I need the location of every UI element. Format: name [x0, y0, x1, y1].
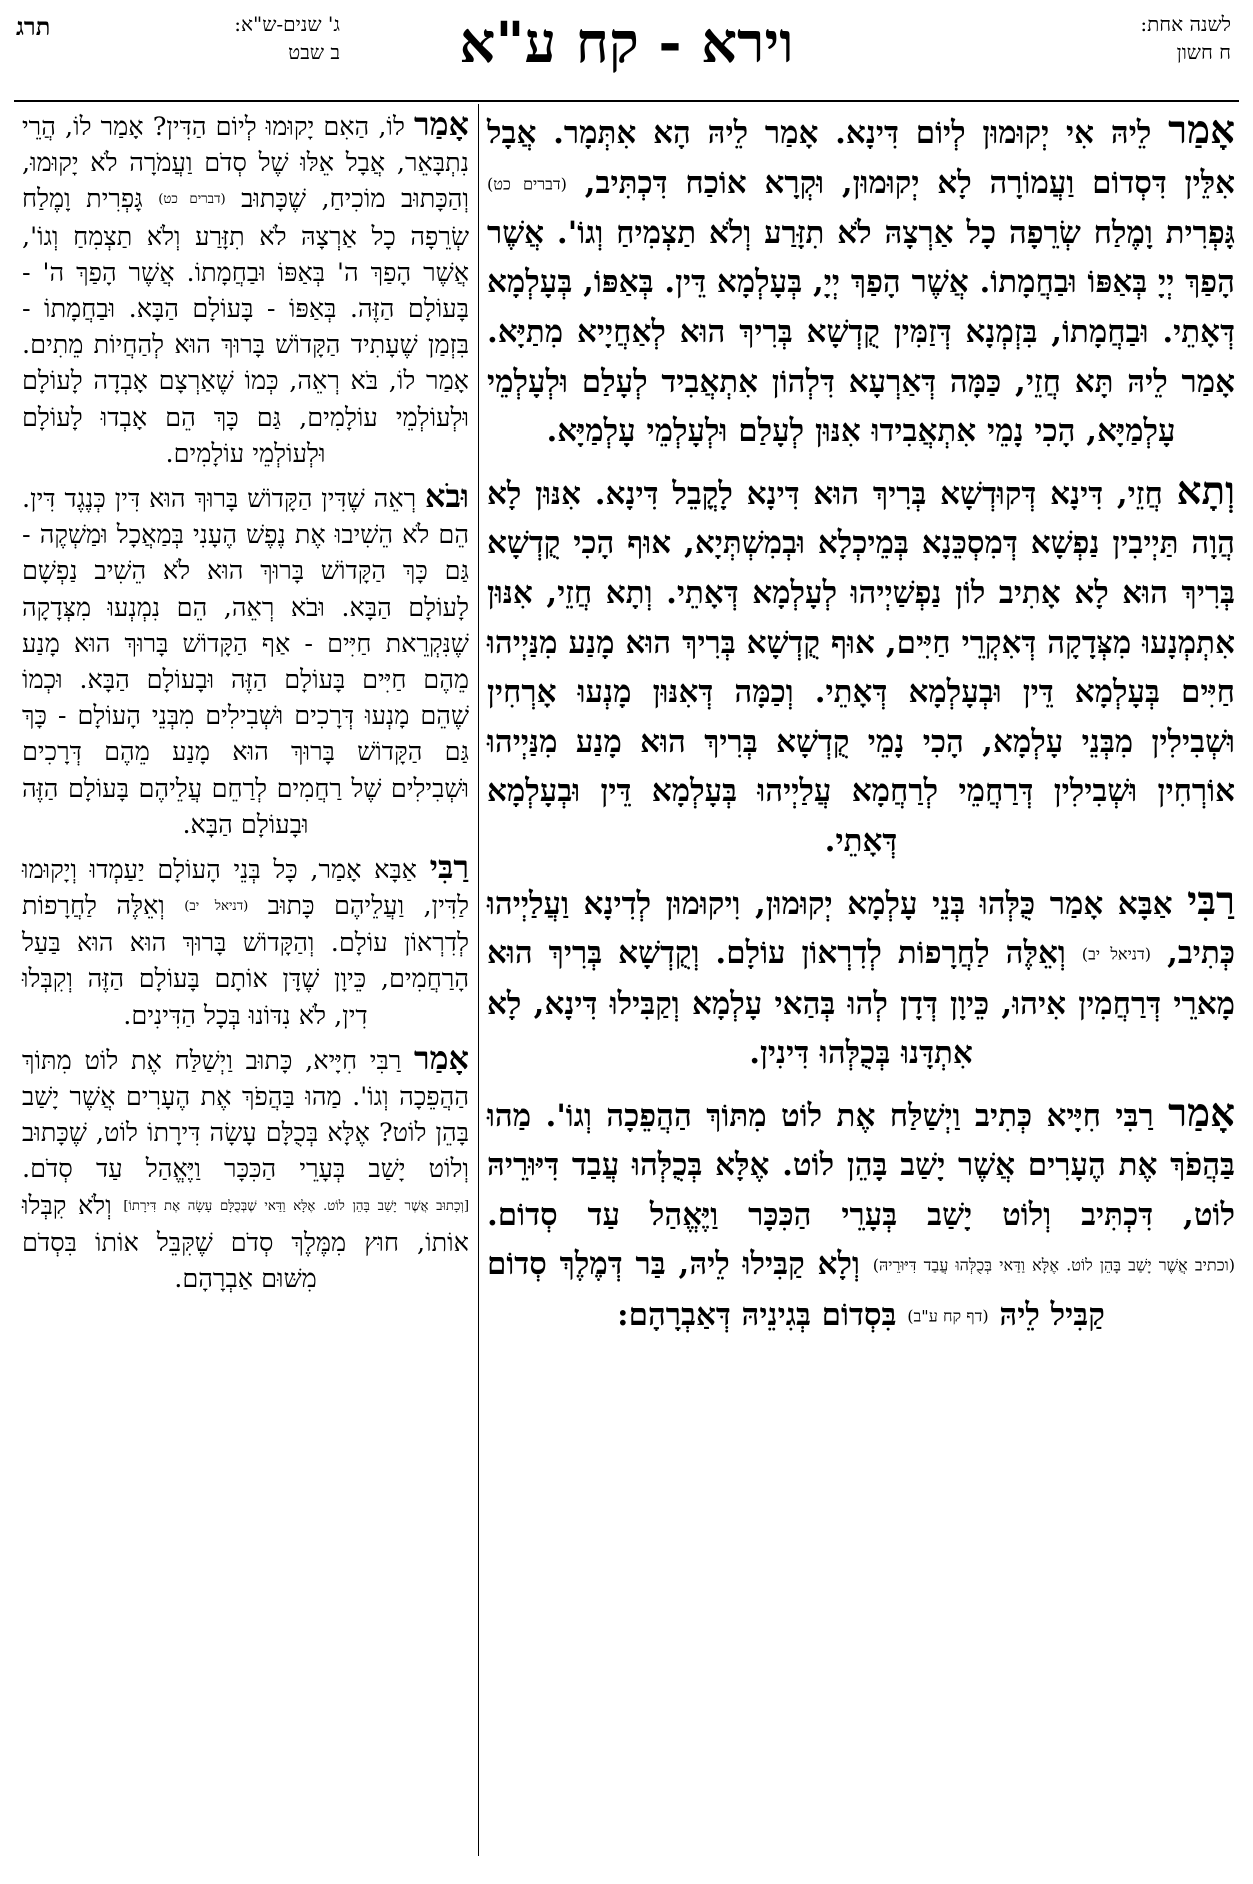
scripture-reference: (דברים כט): [158, 192, 226, 208]
header-divider: [14, 100, 1239, 102]
paragraph-text: לוֹ, הַאִם יָקוּמוּ לְיוֹם הַדִּין? אָמַר לוֹ, הֲרֵי נִתְבָּאֵר, אֲבָל אֵלּוּ שֶׁל סְדֹם וַעֲמֹרָה לֹא יָקוּמוּ, וְהַכָּתוּב מוֹכִיחַ, שֶׁכָּתוּב: [22, 112, 469, 215]
main-paragraph: [487, 877, 1235, 1079]
opening-word: רַבִּי: [429, 847, 469, 886]
main-text-column: [487, 106, 1235, 1351]
three-year-cycle-label: ג' שנים-ש"א:: [234, 12, 340, 36]
scripture-reference: (וכתיב אֲשֶׁר יָשַׁב בָּהֵן לוֹט. אֶלָּא וַדַּאי בְּכֻלְּהוּ עֲבַד דִּיּוּרֵיהּ): [872, 1256, 1235, 1276]
folio-reference: (דף קח ע"ב): [907, 1306, 989, 1326]
paragraph-text: גָּפְרִית וָמֶלַח שְׂרֵפָה כָל אַרְצָהּ לֹא תִזָּרַע וְלֹא תַצְמִיחַ וְגוֹ'. אֲשֶׁר הָפַךְ יְיָ בְּאַפּוֹ וּבַחֲמָתוֹ. אֲשֶׁר הָפַךְ יְיָ, בְּעָלְמָא דֵּין. בְּאַפּוֹ, בְּעָלְמָא דְּאָתֵי. וּבַחֲמָתוֹ, בִּזְמְנָא דְּזַמִּין קֻדְשָׁא בְּרִיךְ הוּא לְאַחֲיָיא מִתַיָּא. אָמַר לֵיהּ תָּא חֲזֵי, כַּמָּה דְּאַרְעָא דִּלְהוֹן אִתְאֲבִיד לְעָלַם וּלְעָלְמֵי עָלְמַיָּא, הָכִי נָמֵי אִתְאֲבִידוּ אִנּוּן לְעָלַם וּלְעָלְמֵי עָלְמַיָּא.: [487, 214, 1235, 450]
opening-word: אָמַר: [414, 1038, 469, 1077]
commentary-paragraph: [22, 106, 469, 472]
paragraph-text: רַבִּי חִיָּיא, כָּתוּב וַיְשַׁלַּח אֶת לוֹט מִתּוֹךְ הַהֲפֵכָה וְגוֹ'. מַהוּ בַּהֲפֹךְ אֶת הֶעָרִים אֲשֶׁר יָשַׁב בָּהֵן לוֹט? אֶלָּא בְּכֻלָּם עָשָׂה דִּירָתוֹ לוֹט, שֶׁכָּתוּב וְלוֹט יָשַׁב בְּעָרֵי הַכִּכָּר וַיֶּאֱהַל עַד סְדֹם.: [22, 1045, 469, 1185]
scripture-reference: (דניאל יב): [1081, 944, 1152, 964]
commentary-paragraph: [22, 849, 469, 1034]
page-number: תרג: [16, 12, 51, 41]
one-year-cycle-label: לשנה אחת:: [1140, 12, 1231, 36]
opening-word: וְתָא: [1176, 468, 1235, 514]
main-paragraph: [487, 1089, 1235, 1341]
opening-word: אָמַר: [414, 105, 469, 143]
paragraph-text: רְאֵה שֶׁדִּין הַקָּדוֹשׁ בָּרוּךְ הוּא דִּין כְּנֶגֶד דִּין. הֵם לֹא הֵשִׁיבוּ אֶת נֶפֶשׁ הֶעָנִי בְּמַאֲכָל וּמַשְׁקֶה - גַּם כָּךְ הַקָּדוֹשׁ בָּרוּךְ הוּא לֹא הֵשִׁיב נַפְשָׁם לָעוֹלָם הַבָּא. וּבֹא רְאֵה, הֵם נִמְנְעוּ מִצְּדָקָה שֶׁנִּקְרֵאת חַיִּים - אַף הַקָּדוֹשׁ בָּרוּךְ הוּא מָנַע מֵהֶם חַיִּים בָּעוֹלָם הַזֶּה וּבָעוֹלָם הַבָּא. וּכְמוֹ שֶׁהֵם מָנְעוּ דְּרָכִים וּשְׁבִילִים מִבְּנֵי הָעוֹלָם - כָּךְ גַּם הַקָּדוֹשׁ בָּרוּךְ הוּא מָנַע מֵהֶם דְּרָכִים וּשְׁבִילִים שֶׁל רַחֲמִים לְרַחֵם עֲלֵיהֶם בָּעוֹלָם הַזֶּה וּבָעוֹלָם הַבָּא.: [22, 483, 470, 840]
commentary-paragraph: [22, 1040, 469, 1297]
scripture-reference: [וְכָתוּב אֲשֶׁר יָשַׁב בָּהֵן לוֹט. אֶלָּא וַדַּאי שֶׁבְּכֻלָּם עָשָׂה אֶת דִּירָתוֹ]: [123, 1198, 469, 1214]
opening-word: רַבִּי: [1187, 878, 1235, 924]
scripture-reference: (דניאל יב): [184, 899, 249, 915]
paragraph-text: אַבָּא אָמַר, כָּל בְּנֵי הָעוֹלָם יַעַמְדוּ וְיָקוּמוּ לַדִּין, וַעֲלֵיהֶם כָּתוּב: [22, 854, 469, 922]
paragraph-text: בִּסְדוֹם בְּגִינֵיהּ דְּאַבְרָהָם:: [617, 1296, 908, 1333]
opening-word: וּבֹא: [425, 476, 469, 515]
opening-word: אָמַר: [1168, 1090, 1235, 1136]
main-paragraph: [487, 467, 1235, 867]
paragraph-text: רַבִּי חִיָּיא כְּתִיב וַיְשַׁלַּח אֶת לוֹט מִתּוֹךְ הַהֲפֵכָה וְגוֹ'. מַהוּ בַּהֲפֹךְ אֶת הֶעָרִים אֲשֶׁר יָשַׁב בָּהֵן לוֹט. אֶלָּא בְּכֻלְּהוּ עֲבַד דִּיּוּרֵיהּ לוֹט, דִּכְתִּיב וְלוֹט יָשַׁב בְּעָרֵי הַכִּכָּר וַיֶּאֱהַל עַד סְדוֹם.: [487, 1097, 1235, 1233]
three-year-cycle-date: ב שבט: [288, 40, 340, 64]
paragraph-text: גָּפְרִית וָמֶלַח שְׂרֵפָה כָל אַרְצָהּ לֹא תִזָּרַע וְלֹא תַצְמִחַ וְגוֹ', אֲשֶׁר הָפַךְ ה' בְּאַפּוֹ וּבַחֲמָתוֹ. אֲשֶׁר הָפַךְ ה' - בָּעוֹלָם הַזֶּה. בְּאַפּוֹ - בָּעוֹלָם הַבָּא. וּבַחֲמָתוֹ - בִּזְמַן שֶׁעָתִיד הַקָּדוֹשׁ בָּרוּךְ הוּא לְהַחֲיוֹת מֵתִים. אָמַר לוֹ, בֹּא רְאֵה, כְּמוֹ שֶׁאַרְצָם אָבְדָה לָעוֹלָם וּלְעוֹלְמֵי עוֹלָמִים, גַּם כָּךְ הֵם אָבְדוּ לָעוֹלָם וּלְעוֹלְמֵי עוֹלָמִים.: [22, 184, 469, 469]
paragraph-text: וְלֹא קִבְּלוּ אוֹתוֹ, חוּץ מִמֶּלֶךְ סְדֹם שֶׁקִּבֵּל אוֹתוֹ בִּסְדֹם מִשּׁוּם אַבְרָהָם.: [22, 1190, 469, 1294]
column-divider: [478, 104, 479, 1856]
paragraph-text: וְלָא קַבִּילוּ לֵיהּ, בַּר דְּמֶלֶךְ סְדוֹם קַבִּיל לֵיהּ: [487, 1246, 1105, 1333]
paragraph-text: לֵיהּ אִי יְקוּמוּן לְיוֹם דִּינָא. אָמַר לֵיהּ הָא אִתְּמָר. אֲבָל אִלֵּין דִּסְדוֹם וַעֲמוֹרָה לָא יְקוּמוּן, וּקְרָא אוֹכַח דִּכְתִּיב,: [487, 115, 1235, 201]
paragraph-text: וְאֵלֶּה לַחֲרָפוֹת לְדִרְאוֹן עוֹלָם. וְהַקָּדוֹשׁ בָּרוּךְ הוּא הוּא בַּעַל הָרַחֲמִים, כֵּיוָן שֶׁדָּן אוֹתָם בָּעוֹלָם הַזֶּה וְקִבְּלוּ דִין, לֹא נִדּוֹנוּ בְּכָל הַדִּינִים.: [22, 891, 469, 1031]
commentary-paragraph: [22, 478, 469, 843]
header-left-dates: [130, 10, 340, 66]
paragraph-text: חֲזֵי, דִּינָא דְּקוּדְשָׁא בְּרִיךְ הוּא דִּינָא לָקֳבֵל דִּינָא. אִנּוּן לָא הֲוָה תַּיְיבִין נַפְשָׁא דְּמִסְכֵּנָא בְּמֵיכְלָא וּבְמִשְׁתְּיָא, אוּף הָכִי קֻדְשָׁא בְּרִיךְ הוּא לָא אָתִיב לוֹן נַפְשַׁיְיהוּ לְעָלְמָא דְּאָתֵי. וְתָא חֲזֵי, אִנּוּן אִתְמְנָעוּ מִצְּדָקָה דְּאִקְרֵי חַיִּים, אוּף קֻדְשָׁא בְּרִיךְ הוּא מָנַע מִנַּיְיהוּ חַיִּים בְּעָלְמָא דֵּין וּבְעָלְמָא דְּאָתֵי. וְכַמָּה דְּאִנּוּן מָנְעוּ אָרְחִין וּשְׁבִילִין מִבְּנֵי עָלְמָא, הָכִי נָמֵי קֻדְשָׁא בְּרִיךְ הוּא מָנַע מִנַּיְיהוּ אוֹרְחִין וּשְׁבִילִין דְּרַחֲמֵי לְרַחֲמָא עֲלַיְיהוּ בְּעָלְמָא דֵּין וּבְעָלְמָא דְּאָתֵי.: [487, 475, 1235, 860]
paragraph-text: אַבָּא אָמַר כֻּלְּהוּ בְּנֵי עָלְמָא יְקוּמוּן, וִיקוּמוּן לְדִינָא וַעֲלַיְיהוּ כְּתִיב,: [487, 885, 1235, 972]
one-year-cycle-date: ח חשון: [1176, 40, 1231, 64]
scripture-reference: (דברים כט): [487, 174, 567, 194]
page-header: [0, 0, 1253, 98]
commentary-column: [22, 106, 469, 1303]
page-title: וירא - קח ע"א: [459, 10, 794, 76]
opening-word: אָמַר: [1168, 108, 1235, 153]
main-paragraph: [487, 106, 1235, 457]
paragraph-text: וְאֵלֶּה לַחֲרָפוֹת לְדִרְאוֹן עוֹלָם. וְקֻדְשָׁא בְּרִיךְ הוּא מָארֵי דְּרַחֲמִין אִיהוּ, כֵּיוָן דְּדָן לְהוּ בְּהַאי עָלְמָא וְקַבִּילוּ דִּינָא, לָא אִתְדָּנוּ בְּכֻלְּהוּ דִּינִין.: [487, 935, 1235, 1072]
